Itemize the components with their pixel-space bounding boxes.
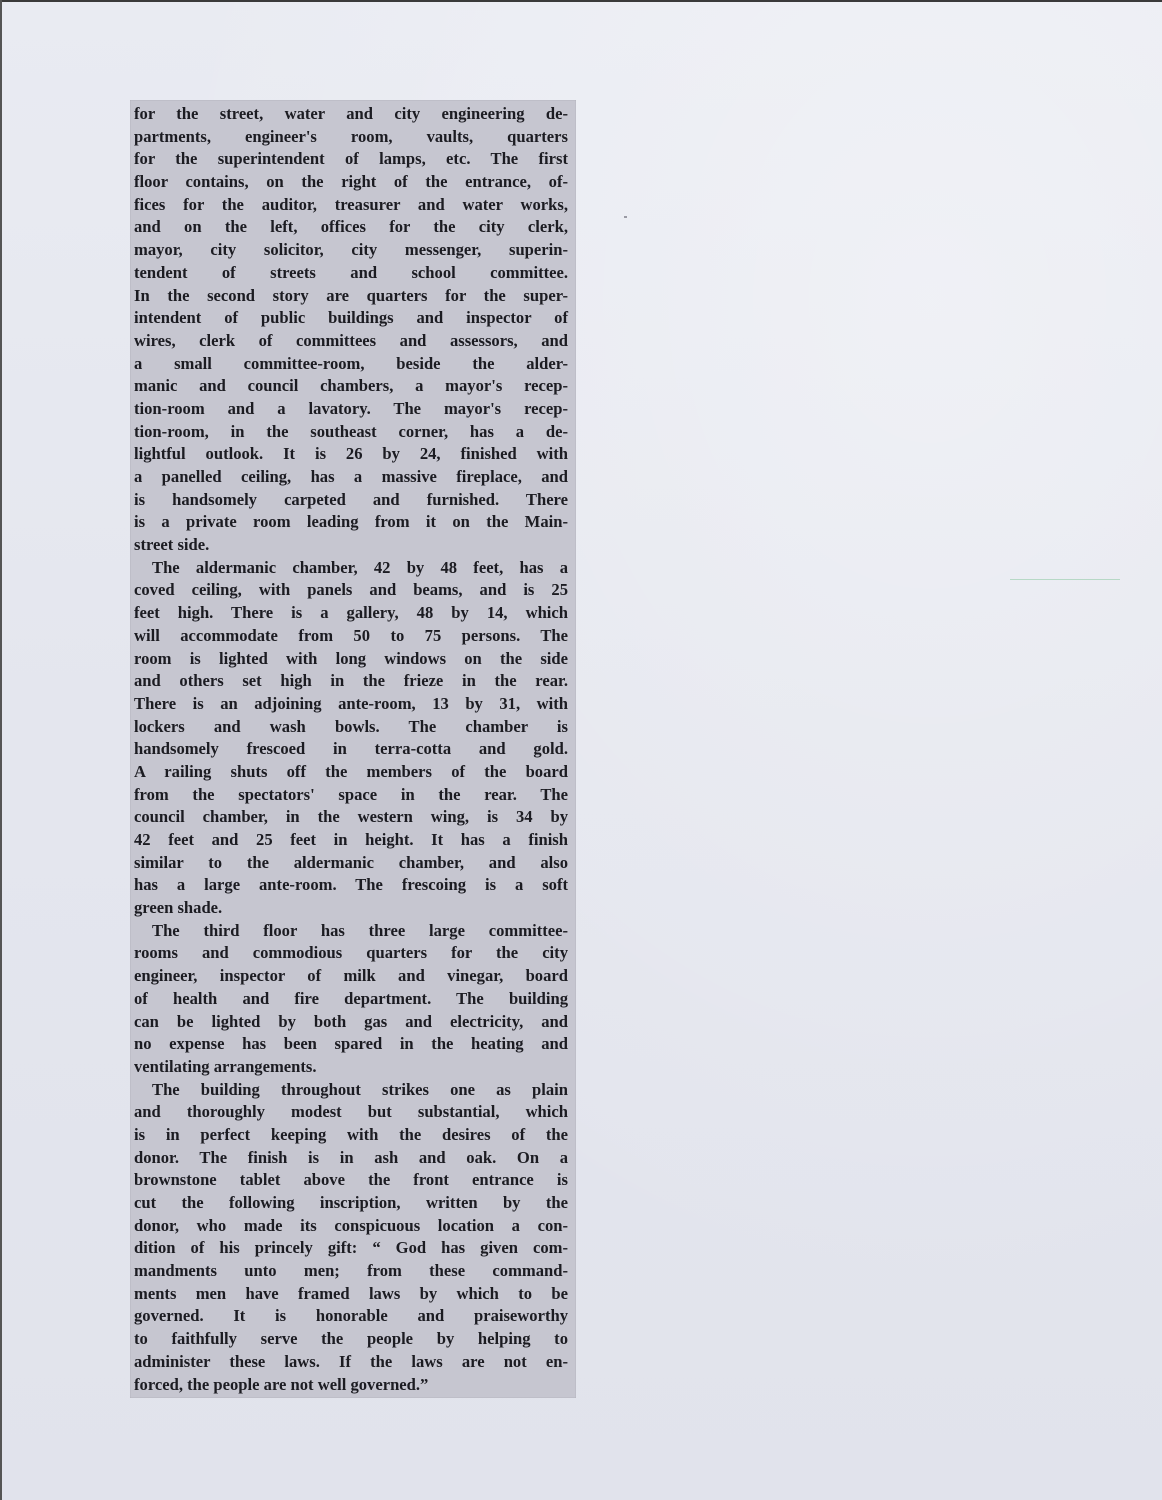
- text-line: mandments unto men; from these command-: [134, 1261, 568, 1281]
- text-line: handsomely frescoed in terra-cotta and gold.: [134, 739, 568, 759]
- text-line: tendent of streets and school committee.: [134, 262, 568, 282]
- text-line: administer these laws. If the laws are not en-: [134, 1351, 568, 1371]
- text-line: for the street, water and city engineering de-: [134, 104, 568, 123]
- text-line: intendent of public buildings and inspector of: [134, 308, 568, 328]
- article-paragraph: [134, 1079, 568, 1397]
- text-line: mayor, city solicitor, city messenger, superin-: [134, 240, 568, 260]
- text-line: green shade.: [134, 898, 223, 918]
- text-line: In the second story are quarters for the super-: [134, 285, 568, 305]
- clipping-text: [134, 103, 568, 1396]
- text-line: from the spectators' space in the rear. The: [134, 784, 568, 804]
- text-line: is a private room leading from it on the Main-: [134, 512, 568, 532]
- text-line: feet high. There is a gallery, 48 by 14, which: [134, 603, 568, 623]
- text-line: 42 feet and 25 feet in height. It has a finish: [134, 830, 568, 849]
- text-line: governed. It is honorable and praiseworthy: [134, 1306, 568, 1326]
- text-line: is in perfect keeping with the desires of the: [134, 1124, 568, 1144]
- scan-edge-top: [0, 0, 1162, 2]
- text-line: of health and fire department. The building: [134, 988, 568, 1008]
- text-line: and others set high in the frieze in the rear.: [134, 671, 568, 691]
- text-line: donor, who made its conspicuous location a con-: [134, 1215, 568, 1235]
- text-line: ventilating arrangements.: [134, 1056, 317, 1076]
- text-line: floor contains, on the right of the entrance, of-: [134, 172, 568, 192]
- text-line: The third floor has three large committee-: [152, 920, 568, 940]
- text-line: cut the following inscription, written by the: [134, 1193, 568, 1212]
- scan-edge-left: [0, 0, 2, 1500]
- article-paragraph: [134, 557, 568, 920]
- text-line: room is lighted with long windows on the side: [134, 648, 568, 668]
- text-line: will accommodate from 50 to 75 persons. The: [134, 625, 568, 645]
- text-line: lockers and wash bowls. The chamber is: [134, 716, 568, 736]
- text-line: can be lighted by both gas and electricity, and: [134, 1011, 568, 1031]
- text-line: A railing shuts off the members of the board: [134, 761, 568, 781]
- text-line: brownstone tablet above the front entrance is: [134, 1170, 568, 1190]
- text-line: has a large ante-room. The frescoing is a soft: [134, 875, 568, 895]
- text-line: and on the left, offices for the city clerk,: [134, 217, 568, 237]
- scan-streak: [1010, 579, 1120, 580]
- text-line: street side.: [134, 535, 210, 555]
- text-line: tion-room, in the southeast corner, has a de-: [134, 421, 568, 441]
- text-line: council chamber, in the western wing, is 34 by: [134, 807, 568, 827]
- text-line: engineer, inspector of milk and vinegar, board: [134, 966, 568, 986]
- text-line: lightful outlook. It is 26 by 24, finished with: [134, 444, 568, 464]
- scan-speck: [624, 216, 627, 218]
- text-line: rooms and commodious quarters for the city: [134, 943, 568, 963]
- text-line: donor. The finish is in ash and oak. On a: [134, 1147, 568, 1167]
- text-line: There is an adjoining ante-room, 13 by 31, with: [134, 693, 568, 713]
- text-line: The aldermanic chamber, 42 by 48 feet, has a: [152, 557, 568, 577]
- text-line: and thoroughly modest but substantial, which: [134, 1102, 568, 1122]
- text-line: forced, the people are not well governed.”: [134, 1374, 429, 1394]
- text-line: fices for the auditor, treasurer and water works,: [134, 194, 568, 214]
- text-line: manic and council chambers, a mayor's recep-: [134, 376, 568, 396]
- text-line: no expense has been spared in the heating and: [134, 1034, 568, 1054]
- text-line: a small committee-room, beside the alder-: [134, 353, 568, 373]
- text-line: similar to the aldermanic chamber, and also: [134, 852, 568, 872]
- text-line: ments men have framed laws by which to be: [134, 1283, 568, 1303]
- text-line: partments, engineer's room, vaults, quarters: [134, 126, 568, 146]
- text-line: wires, clerk of committees and assessors, and: [134, 330, 568, 350]
- text-line: tion-room and a lavatory. The mayor's recep-: [134, 398, 568, 418]
- text-line: dition of his princely gift: “ God has given com-: [134, 1238, 568, 1258]
- text-line: is handsomely carpeted and furnished. There: [134, 489, 568, 509]
- text-line: to faithfully serve the people by helping to: [134, 1329, 568, 1349]
- text-line: coved ceiling, with panels and beams, and is 25: [134, 580, 568, 600]
- text-line: a panelled ceiling, has a massive fireplace, and: [134, 467, 568, 486]
- text-line: for the superintendent of lamps, etc. The first: [134, 149, 568, 169]
- article-paragraph: [134, 920, 568, 1079]
- article-paragraph: [134, 103, 568, 557]
- text-line: The building throughout strikes one as plain: [152, 1079, 568, 1099]
